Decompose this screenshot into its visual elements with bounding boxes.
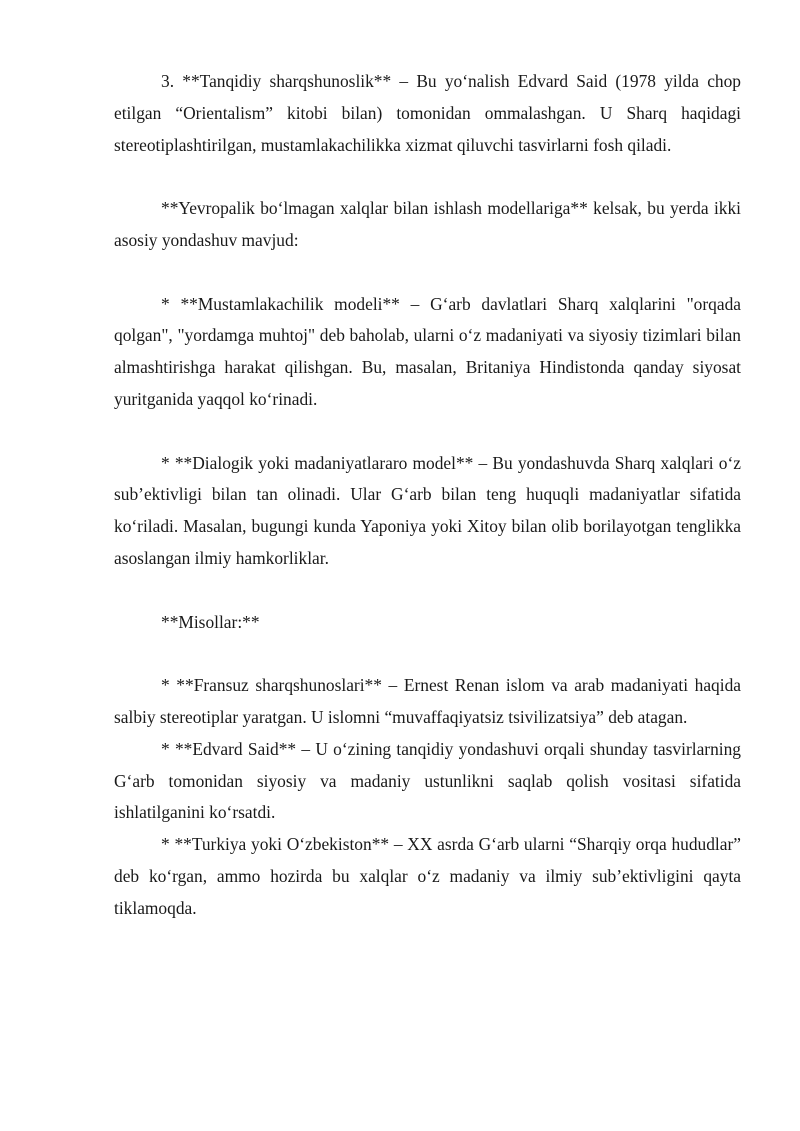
paragraph-edvard-said: * **Edvard Said** – U o‘zining tanqidiy yondashuvi orqali shunday tasvirlarning G‘arb tomonidan siyosiy va madaniy ustunlikni saqlab qolish vositasi sifatida ishlatilganini ko‘rsatdi. — [114, 738, 741, 823]
heading-misollar: **Misollar:** — [161, 611, 260, 632]
paragraph-tanqidiy-sharqshunoslik: 3. **Tanqidiy sharqshunoslik** – Bu yo‘nalish Edvard Said (1978 yilda chop etilgan “Orientalism” kitobi bilan) tomonidan ommalashgan. U Sharq haqidagi stereotiplashtirilgan, mustamlakachilikka xizmat qiluvchi tasvirlarni fosh qiladi. — [114, 71, 741, 155]
paragraph-yevropalik-modellar: **Yevropalik bo‘lmagan xalqlar bilan ishlash modellariga** kelsak, bu yerda ikki asosiy yondashuv mavjud: — [114, 198, 741, 250]
paragraph-spacer — [114, 416, 741, 448]
paragraph-mustamlakachilik-modeli: * **Mustamlakachilik modeli** – G‘arb davlatlari Sharq xalqlarini "orqada qolgan", "yordamga muhtoj" deb baholab, ularni o‘z madaniyati va siyosiy tizimlari bilan almashtirishga harakat qilishgan. Bu, masalan, Britaniya Hindistonda qanday siyosat yuritganida yaqqol ko‘rinadi. — [114, 293, 741, 409]
paragraph-fransuz-sharqshunoslari: * **Fransuz sharqshunoslari** – Ernest Renan islom va arab madaniyati haqida salbiy stereotiplar yaratgan. U islomni “muvaffaqiyatsiz tsivilizatsiya” deb atagan. — [114, 675, 741, 727]
paragraph-dialogik-model: * **Dialogik yoki madaniyatlararo model** – Bu yondashuvda Sharq xalqlari o‘z sub’ektivligi bilan tan olinadi. Ular G‘arb bilan teng huquqli madaniyatlar sifatida ko‘riladi. Masalan, bugungi kunda Yaponiya yoki Xitoy bilan olib borilayotgan tenglikka asoslangan ilmiy hamkorliklar. — [114, 452, 741, 568]
paragraph-spacer — [114, 161, 741, 193]
paragraph-spacer — [114, 575, 741, 607]
document-body — [114, 66, 741, 925]
paragraph-spacer — [114, 638, 741, 670]
paragraph-spacer — [114, 257, 741, 289]
paragraph-turkiya-ozbekiston: * **Turkiya yoki O‘zbekiston** – XX asrda G‘arb ularni “Sharqiy orqa hududlar” deb ko‘rgan, ammo hozirda bu xalqlar o‘z madaniy va ilmiy sub’ektivligini qayta tiklamoqda. — [114, 834, 741, 918]
